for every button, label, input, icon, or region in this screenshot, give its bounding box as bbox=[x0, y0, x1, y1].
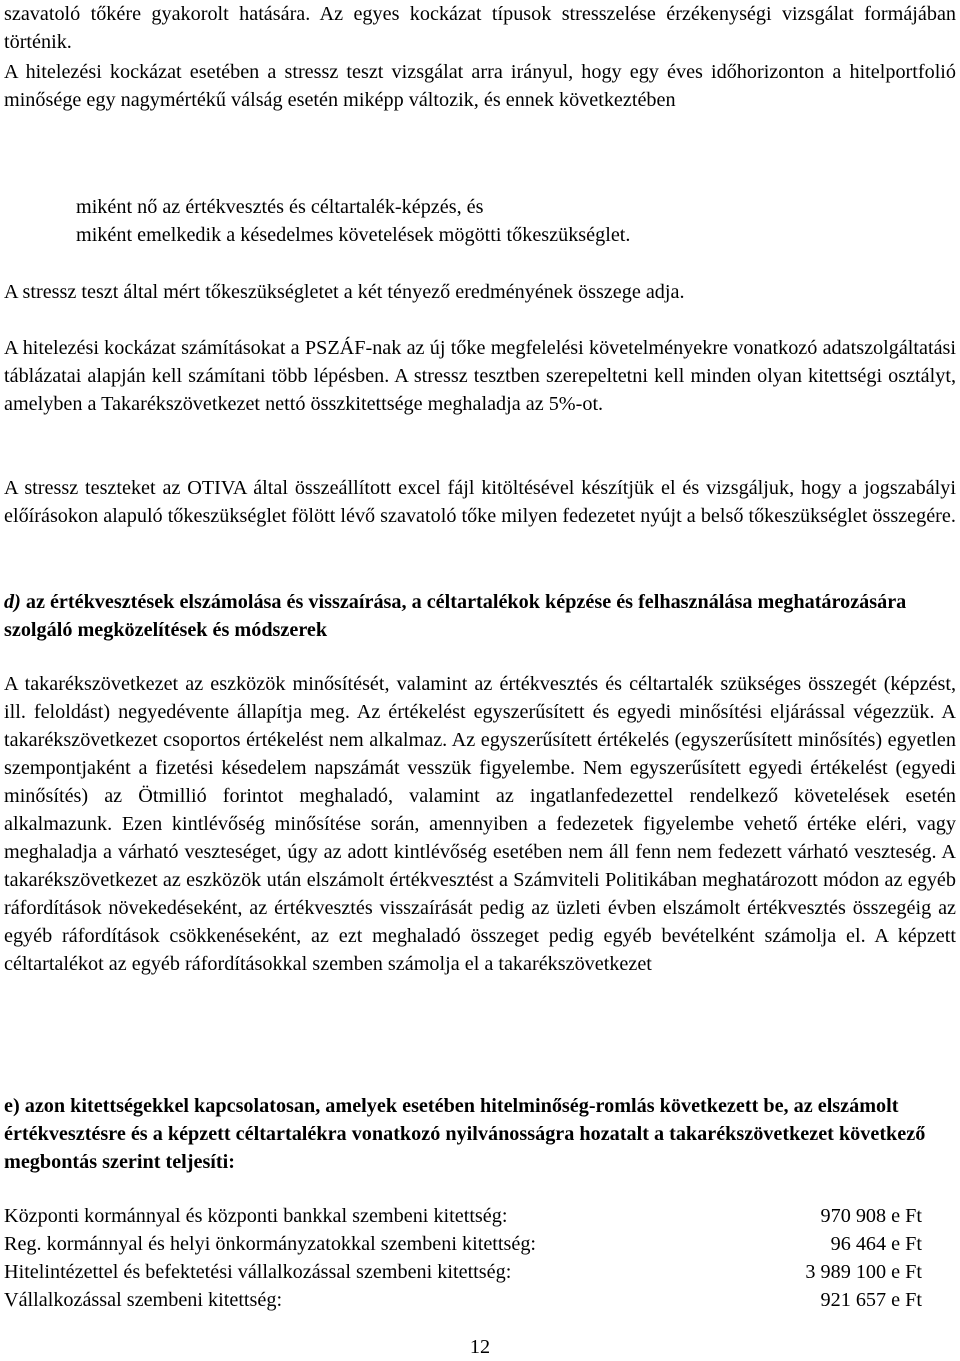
table-row bbox=[4, 1258, 934, 1286]
exposure-amount: 3 989 100 e Ft bbox=[805, 1261, 922, 1283]
exposure-label: Központi kormánnyal és központi bankkal szembeni kitettség: bbox=[4, 1205, 508, 1227]
exposure-amount: 970 908 e Ft bbox=[820, 1205, 922, 1227]
list-item-impairment: miként nő az értékvesztés és céltartalék-képzés, és bbox=[76, 196, 484, 218]
list-item-capital-requirement: miként emelkedik a késedelmes követelések mögötti tőkeszükséglet. bbox=[76, 224, 631, 246]
paragraph-otiva-excel: A stressz teszteket az OTIVA által összeállított excel fájl kitöltésével készítjük el és vizsgáljuk, hogy a jogszabályi előírásokon alapuló tőkeszükséglet fölött lévő szavatoló tőke milyen fedezetet nyújt a belső tőkeszükséglet összegére. bbox=[4, 477, 956, 527]
table-row bbox=[4, 1286, 934, 1314]
exposure-table bbox=[4, 1202, 934, 1314]
paragraph-impairment-methods: A takarékszövetkezet az eszközök minősítését, valamint az értékvesztés és céltartalék szükséges összegét (képzést, ill. feloldást) negyedévente állapítja meg. Az értékelést egyszerűsített és egyedi minősítési eljárással végezzük. A takarékszövetkezet csoportos értékelést nem alkalmaz. Az egyszerűsített értékelés (egyszerűsített minősítés) egyetlen szempontjaként a fizetési késedelem napszámát vesszük figyelembe. Nem egyszerűsített egyedi értékelést (egyedi minősítés) az Ötmillió forintot meghaladó, valamint az ingatlanfedezettel rendelkező követelések esetén alkalmazunk. Ezen kintlévőség minősítése során, amennyiben a fedezetek figyelembe vehető értéke eléri, vagy meghaladja a várható veszteséget, úgy az adott kintlévőség esetében nem áll fenn nem fedezett várható veszteség. A takarékszövetkezet az eszközök után elszámolt értékvesztést a Számviteli Politikában meghatározott módon az egyéb ráfordítások növekedéseként, az értékvesztés visszaírását pedig az üzleti évben elszámolt értékvesztés összegéig az egyéb ráfordítások csökkenéseként, az ezt meghaladó összeget pedig egyéb bevételként számolja el. A képzett céltartalékot az egyéb ráfordításokkal szemben számolja el a takarékszövetkezet bbox=[4, 673, 956, 975]
paragraph-credit-risk-stress-test: A hitelezési kockázat esetében a stressz teszt vizsgálat arra irányul, hogy egy éves időhorizonton a hitelportfolió minősége egy nagymértékű válság esetén miképp változik, és ennek következtében bbox=[4, 61, 956, 111]
exposure-amount: 96 464 e Ft bbox=[830, 1233, 922, 1255]
section-heading-e: e) azon kitettségekkel kapcsolatosan, amelyek esetében hitelminőség-romlás következett be, az elszámolt értékvesztésre és a képzett céltartalékra vonatkozó nyilvánosságra hozatalt a takarékszövetkezet következő megbontás szerint teljesíti: bbox=[4, 1095, 926, 1173]
paragraph-stress-test-sum: A stressz teszt által mért tőkeszükségletet a két tényező eredményének összege adja. bbox=[4, 281, 685, 303]
section-heading-d-marker: d) bbox=[4, 591, 21, 613]
exposure-label: Hitelintézettel és befektetési vállalkozással szembeni kitettség: bbox=[4, 1261, 512, 1283]
paragraph-stress-sensitivity: szavatoló tőkére gyakorolt hatására. Az egyes kockázat típusok stresszelése érzékenységi vizsgálat formájában történik. bbox=[4, 3, 956, 53]
exposure-label: Reg. kormánnyal és helyi önkormányzatokkal szembeni kitettség: bbox=[4, 1233, 537, 1255]
exposure-label: Vállalkozással szembeni kitettség: bbox=[4, 1289, 283, 1311]
table-row bbox=[4, 1230, 934, 1258]
paragraph-pszaf-calculation: A hitelezési kockázat számításokat a PSZÁF-nak az új tőke megfelelési követelményekre vonatkozó adatszolgáltatási táblázatai alapján kell számítani több lépésben. A stressz tesztben szerepeltetni kell minden olyan kitettségi osztályt, amelyben a Takarékszövetkezet nettó összkitettsége meghaladja az 5%-ot. bbox=[4, 337, 956, 415]
table-row bbox=[4, 1202, 934, 1230]
section-heading-d-text: az értékvesztések elszámolása és visszaírása, a céltartalékok képzése és felhasználása meghatározására szolgáló megközelítések és módszerek bbox=[4, 591, 907, 641]
exposure-amount: 921 657 e Ft bbox=[820, 1289, 922, 1311]
page-number: 12 bbox=[469, 1336, 491, 1358]
section-heading-d bbox=[4, 588, 956, 644]
